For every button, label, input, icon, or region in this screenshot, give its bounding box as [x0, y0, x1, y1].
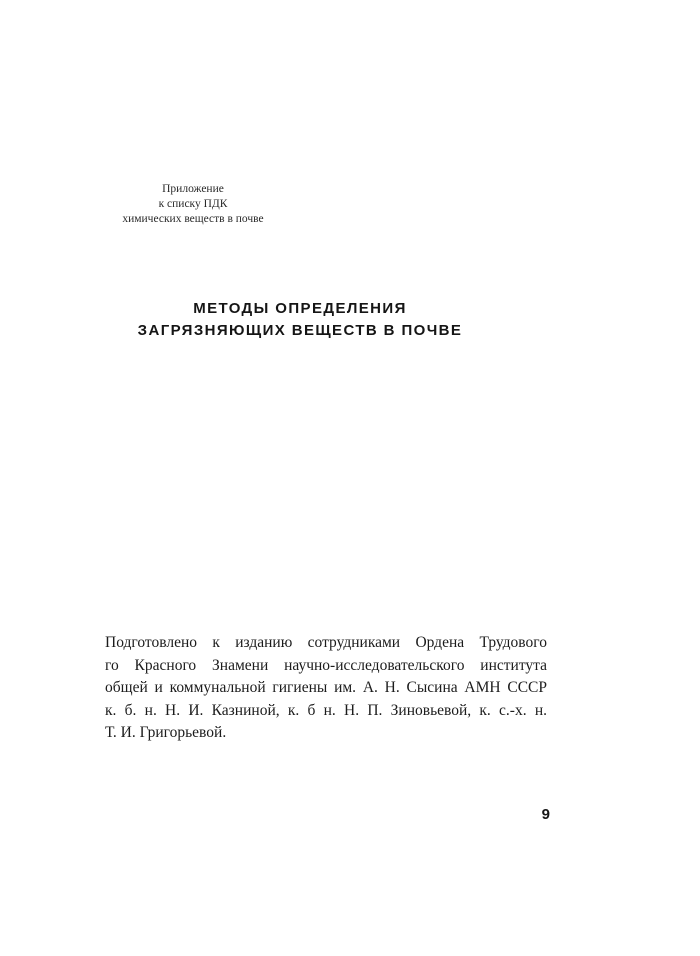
document-title — [130, 298, 470, 342]
credits-line-4: к. б. н. Н. И. Казниной, к. б н. Н. П. Зиновьевой, к. с.-х. н. — [105, 701, 547, 719]
appendix-note — [94, 182, 292, 227]
credits-line-3: общей и коммунальной гигиены им. А. Н. Сысина АМН СССР — [105, 679, 547, 696]
credits-line-5: Т. И. Григорьевой. — [105, 724, 227, 741]
appendix-line-2: к списку ПДК — [158, 198, 228, 210]
credits-paragraph — [105, 632, 547, 745]
title-line-1: МЕТОДЫ ОПРЕДЕЛЕНИЯ — [193, 300, 407, 317]
page-number: 9 — [541, 806, 550, 823]
title-line-2: ЗАГРЯЗНЯЮЩИХ ВЕЩЕСТВ В ПОЧВЕ — [137, 322, 463, 339]
appendix-line-1: Приложение — [162, 183, 224, 195]
credits-line-1: Подготовлено к изданию сотрудниками Ордена Трудового — [105, 634, 547, 651]
credits-line-2: го Красного Знамени научно-исследовательского института — [105, 656, 547, 674]
appendix-line-3: химических веществ в почве — [122, 213, 264, 225]
